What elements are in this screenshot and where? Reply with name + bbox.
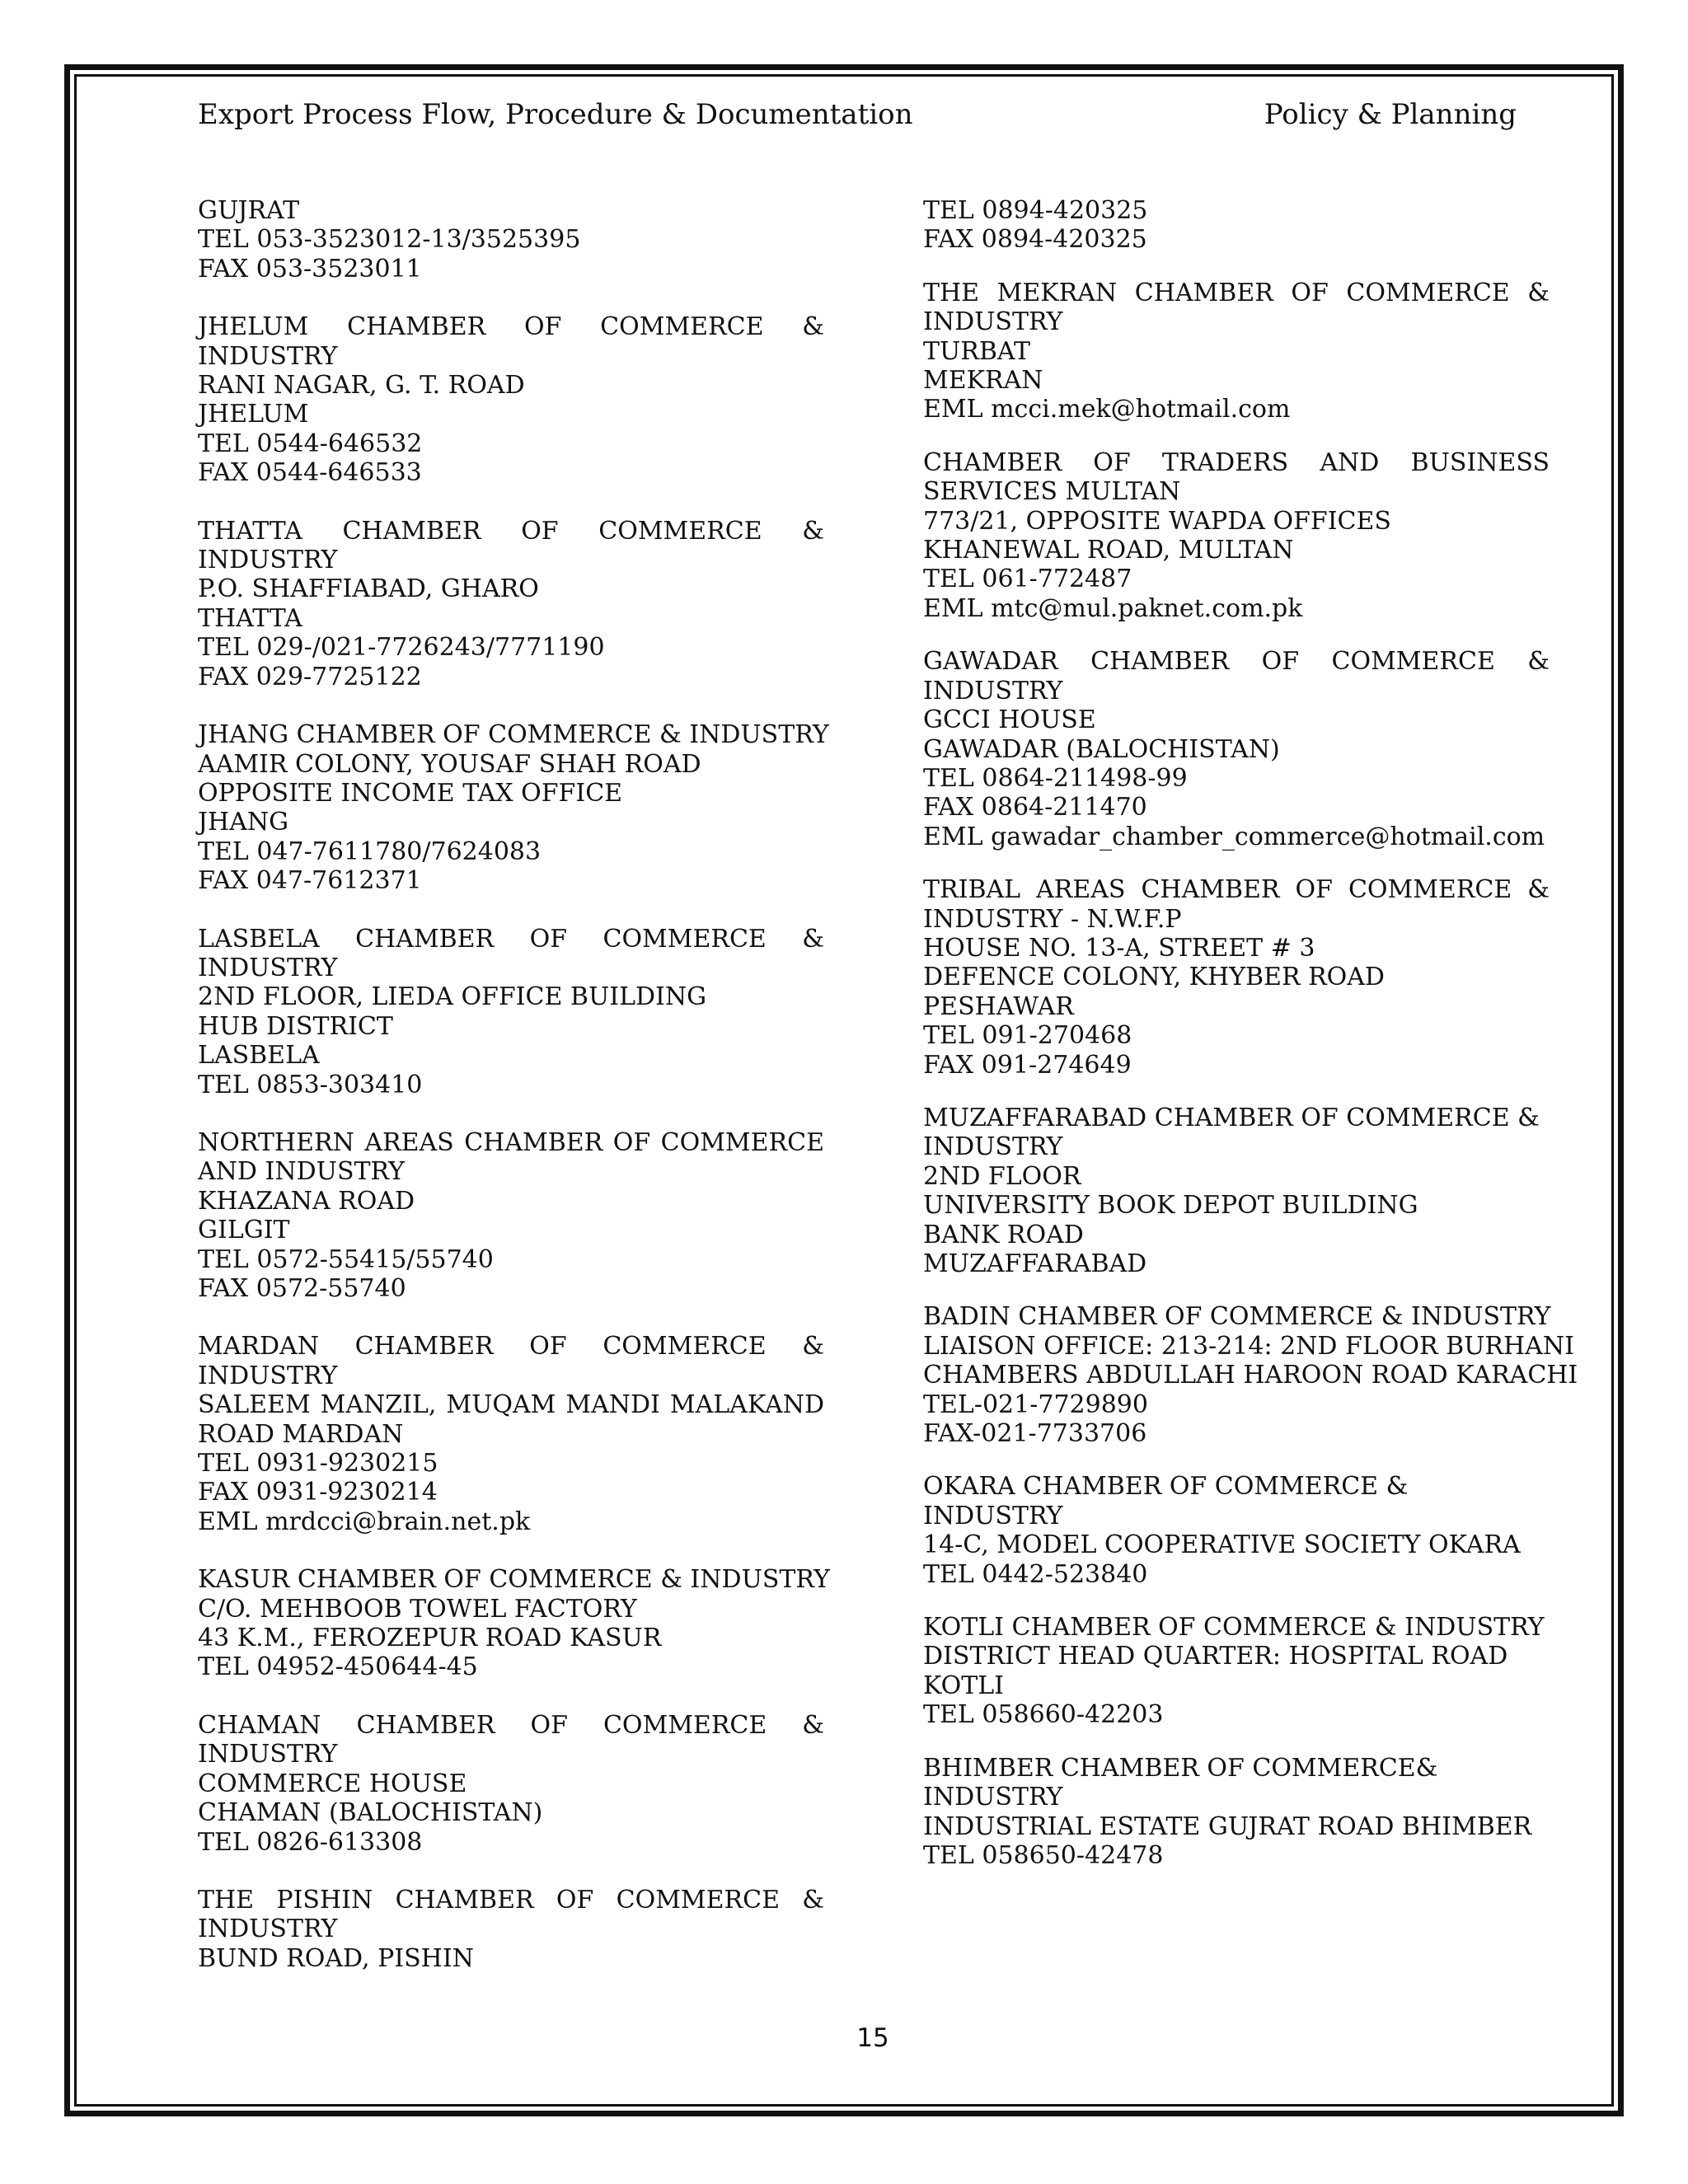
chamber-entry xyxy=(923,1104,1550,1278)
entry-line: 43 K.M., FEROZEPUR ROAD KASUR xyxy=(198,1624,662,1653)
entry-line: 14-C, MODEL COOPERATIVE SOCIETY OKARA xyxy=(923,1530,1521,1560)
entry-line: FAX 029-7725122 xyxy=(198,662,422,691)
chamber-entry xyxy=(923,448,1550,623)
entry-line: C/O. MEHBOOB TOWEL FACTORY xyxy=(198,1594,637,1624)
entry-line: BANK ROAD xyxy=(923,1220,1084,1249)
entry-line: BHIMBER CHAMBER OF COMMERCE& xyxy=(923,1753,1438,1783)
entry-line: HUB DISTRICT xyxy=(198,1011,393,1041)
entry-line: FAX 091-274649 xyxy=(923,1050,1132,1080)
entry-line: DISTRICT HEAD QUARTER: HOSPITAL ROAD xyxy=(923,1642,1508,1671)
entry-line: CHAMBERS ABDULLAH HAROON ROAD KARACHI xyxy=(923,1361,1578,1390)
entry-line: TEL 058650-42478 xyxy=(923,1840,1164,1870)
chamber-entry xyxy=(923,1754,1550,1871)
entry-line: TEL 058660-42203 xyxy=(923,1700,1164,1730)
entry-line: THE PISHIN CHAMBER OF COMMERCE & xyxy=(198,1885,824,1915)
entry-line: AND INDUSTRY xyxy=(198,1157,405,1187)
chamber-entry xyxy=(198,196,824,284)
chamber-entry xyxy=(923,1472,1550,1589)
entry-line: TEL 029-/021-7726243/7771190 xyxy=(198,633,605,663)
entry-line: MUZAFFARABAD CHAMBER OF COMMERCE & xyxy=(923,1103,1540,1132)
entry-line: INDUSTRIAL ESTATE GUJRAT ROAD BHIMBER xyxy=(923,1811,1532,1841)
entry-line: TEL 0826-613308 xyxy=(198,1827,423,1857)
entry-line: CHAMBER OF TRADERS AND BUSINESS xyxy=(923,448,1550,477)
entry-line: 773/21, OPPOSITE WAPDA OFFICES xyxy=(923,506,1391,536)
entry-line: MUZAFFARABAD xyxy=(923,1249,1147,1278)
entry-line: INDUSTRY xyxy=(198,546,338,575)
entry-line: SERVICES MULTAN xyxy=(923,477,1181,507)
entry-line: FAX 0544-646533 xyxy=(198,458,422,488)
entry-line: BADIN CHAMBER OF COMMERCE & INDUSTRY xyxy=(923,1302,1551,1332)
entry-line: INDUSTRY xyxy=(198,1740,338,1769)
entry-line: RANI NAGAR, G. T. ROAD xyxy=(198,371,525,401)
chamber-entry xyxy=(923,196,1550,255)
chamber-entry xyxy=(923,1302,1578,1449)
chamber-entry xyxy=(198,312,824,487)
header-section-title: Policy & Planning xyxy=(1264,98,1517,131)
entry-line: UNIVERSITY BOOK DEPOT BUILDING xyxy=(923,1191,1418,1221)
right-column xyxy=(923,196,1578,1899)
entry-line: EML gawadar_chamber_commerce@hotmail.com xyxy=(923,822,1545,851)
left-column xyxy=(198,196,830,2002)
entry-line: LIAISON OFFICE: 213-214: 2ND FLOOR BURHANI xyxy=(923,1331,1574,1361)
entry-line: GAWADAR (BALOCHISTAN) xyxy=(923,734,1280,764)
entry-line: FAX 0931-9230214 xyxy=(198,1478,438,1507)
entry-line: LASBELA CHAMBER OF COMMERCE & xyxy=(198,924,824,954)
entry-line: COMMERCE HOUSE xyxy=(198,1769,467,1798)
entry-line: TEL 0853-303410 xyxy=(198,1070,423,1099)
entry-line: INDUSTRY xyxy=(198,1361,338,1390)
entry-line: HOUSE NO. 13-A, STREET # 3 xyxy=(923,933,1315,963)
entry-line: MARDAN CHAMBER OF COMMERCE & xyxy=(198,1332,824,1361)
chamber-entry xyxy=(923,647,1550,851)
entry-line: TEL 0864-211498-99 xyxy=(923,763,1188,793)
page-header xyxy=(198,95,1517,134)
entry-line: INDUSTRY xyxy=(198,953,338,982)
chamber-entry xyxy=(198,1565,830,1682)
entry-line: GAWADAR CHAMBER OF COMMERCE & xyxy=(923,647,1550,677)
chamber-entry xyxy=(923,1613,1550,1730)
entry-line: FAX 0894-420325 xyxy=(923,225,1147,255)
entry-line: OPPOSITE INCOME TAX OFFICE xyxy=(198,778,623,808)
chamber-entry xyxy=(923,279,1550,424)
entry-line: TRIBAL AREAS CHAMBER OF COMMERCE & xyxy=(923,875,1550,905)
entry-line: KHAZANA ROAD xyxy=(198,1186,415,1216)
entry-line: ROAD MARDAN xyxy=(198,1419,404,1449)
entry-line: BUND ROAD, PISHIN xyxy=(198,1943,474,1973)
entry-line: JHANG CHAMBER OF COMMERCE & INDUSTRY xyxy=(198,720,829,750)
entry-line: FAX-021-7733706 xyxy=(923,1419,1147,1449)
entry-line: THE MEKRAN CHAMBER OF COMMERCE & xyxy=(923,278,1550,307)
entry-line: FAX 0572-55740 xyxy=(198,1274,406,1303)
entry-line: INDUSTRY xyxy=(198,1915,338,1944)
entry-line: TEL 0544-646532 xyxy=(198,429,423,458)
entry-line: INDUSTRY xyxy=(923,1783,1063,1812)
entry-line: MEKRAN xyxy=(923,366,1043,396)
entry-line: CHAMAN CHAMBER OF COMMERCE & xyxy=(198,1710,824,1740)
entry-line: TEL 0442-523840 xyxy=(923,1559,1148,1589)
chamber-entry xyxy=(198,925,824,1099)
entry-line: TEL 0931-9230215 xyxy=(198,1449,438,1479)
page-number: 15 xyxy=(856,2023,889,2053)
entry-line: JHELUM xyxy=(198,400,309,429)
entry-line: EML mcci.mek@hotmail.com xyxy=(923,395,1291,424)
chamber-entry xyxy=(923,875,1550,1080)
entry-line: 2ND FLOOR xyxy=(923,1161,1081,1191)
entry-line: TEL 047-7611780/7624083 xyxy=(198,837,542,866)
entry-line: JHANG xyxy=(198,808,289,837)
entry-line: KOTLI xyxy=(923,1671,1004,1700)
entry-line: EML mrdcci@brain.net.pk xyxy=(198,1507,531,1536)
entry-line: LASBELA xyxy=(198,1041,320,1071)
entry-line: TEL-021-7729890 xyxy=(923,1390,1148,1419)
entry-line: THATTA xyxy=(198,603,302,633)
entry-line: THATTA CHAMBER OF COMMERCE & xyxy=(198,516,824,546)
entry-line: OKARA CHAMBER OF COMMERCE & xyxy=(923,1472,1409,1502)
entry-line: AAMIR COLONY, YOUSAF SHAH ROAD xyxy=(198,749,701,779)
entry-line: KOTLI CHAMBER OF COMMERCE & INDUSTRY xyxy=(923,1613,1545,1643)
entry-line: FAX 0864-211470 xyxy=(923,793,1147,823)
entry-line: P.O. SHAFFIABAD, GHARO xyxy=(198,574,539,604)
entry-line: NORTHERN AREAS CHAMBER OF COMMERCE xyxy=(198,1127,824,1157)
entry-line: GCCI HOUSE xyxy=(923,705,1096,735)
chamber-entry xyxy=(198,1332,824,1536)
entry-line: DEFENCE COLONY, KHYBER ROAD xyxy=(923,963,1385,992)
chamber-entry xyxy=(198,1128,824,1303)
header-document-title: Export Process Flow, Procedure & Documentation xyxy=(198,98,913,131)
entry-line: INDUSTRY - N.W.F.P xyxy=(923,904,1182,934)
entry-line: TEL 0894-420325 xyxy=(923,196,1148,225)
entry-line: GUJRAT xyxy=(198,196,300,225)
entry-line: FAX 053-3523011 xyxy=(198,254,422,284)
entry-line: TEL 0572-55415/55740 xyxy=(198,1244,494,1274)
entry-line: GILGIT xyxy=(198,1216,290,1245)
entry-line: INDUSTRY xyxy=(923,1132,1063,1162)
entry-line: TEL 061-772487 xyxy=(923,565,1132,594)
entry-line: SALEEM MANZIL, MUQAM MANDI MALAKAND xyxy=(198,1390,824,1420)
entry-line: JHELUM CHAMBER OF COMMERCE & xyxy=(198,312,824,342)
entry-line: FAX 047-7612371 xyxy=(198,866,422,896)
entry-line: KASUR CHAMBER OF COMMERCE & INDUSTRY xyxy=(198,1565,830,1595)
chamber-entry xyxy=(198,1711,824,1857)
entry-line: TURBAT xyxy=(923,336,1030,366)
entry-line: KHANEWAL ROAD, MULTAN xyxy=(923,536,1294,565)
entry-line: PESHAWAR xyxy=(923,991,1074,1021)
entry-line: INDUSTRY xyxy=(923,307,1063,337)
chamber-entry xyxy=(198,1886,824,1973)
entry-line: 2ND FLOOR, LIEDA OFFICE BUILDING xyxy=(198,982,707,1012)
entry-line: TEL 091-270468 xyxy=(923,1021,1132,1051)
entry-line: CHAMAN (BALOCHISTAN) xyxy=(198,1798,543,1828)
entry-line: TEL 04952-450644-45 xyxy=(198,1652,478,1682)
chamber-entry xyxy=(198,517,824,691)
entry-line: INDUSTRY xyxy=(923,676,1063,705)
entry-line: INDUSTRY xyxy=(923,1501,1063,1530)
entry-line: INDUSTRY xyxy=(198,341,338,371)
entry-line: EML mtc@mul.paknet.com.pk xyxy=(923,593,1303,623)
entry-line: TEL 053-3523012-13/3525395 xyxy=(198,225,581,255)
chamber-entry xyxy=(198,720,829,896)
